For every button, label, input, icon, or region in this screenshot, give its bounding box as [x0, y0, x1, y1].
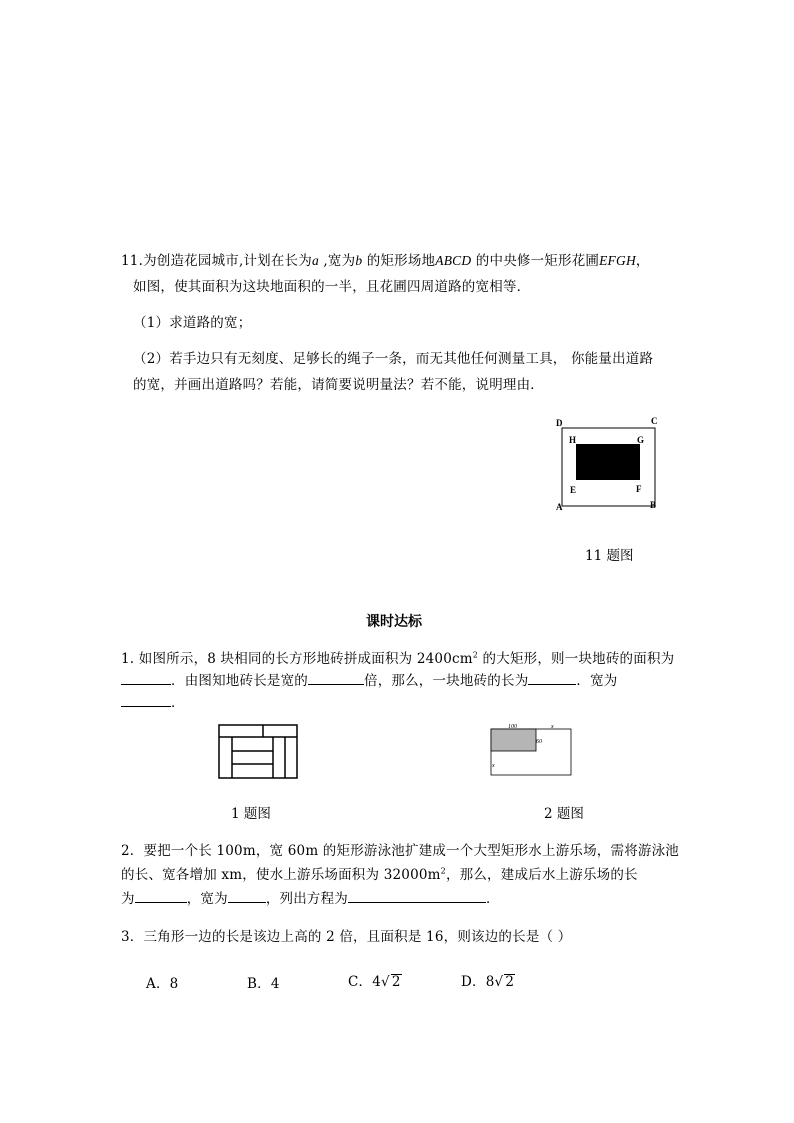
p1-line3	[121, 691, 185, 711]
radicand: 2	[505, 974, 515, 990]
option-c-text: C．4	[348, 974, 382, 990]
q11-text: 的矩形场地	[362, 253, 436, 269]
figure-2	[488, 720, 574, 778]
p1-text: 的大矩形，则一块地砖的面积为	[478, 651, 675, 667]
p1-blank-length[interactable]	[528, 670, 576, 685]
label-100: 100	[508, 724, 517, 730]
q11-line2: 如图，使其面积为这块地面积的一半，且花圃四周道路的宽相等．	[133, 279, 531, 295]
label-f: F	[636, 484, 642, 494]
p1-text: ．宽为	[576, 673, 618, 689]
p2-text: 的长、宽各增加 xm，使水上游乐场面积为 32000m	[121, 867, 441, 883]
q11-text: ,宽为	[318, 253, 356, 269]
option-c[interactable]	[348, 970, 402, 990]
p1-line2	[121, 669, 618, 689]
option-a[interactable]: A．8	[146, 976, 179, 992]
p1-blank-ratio[interactable]	[308, 670, 364, 685]
p2-text: ，列出方程为	[265, 891, 349, 907]
label-e: E	[570, 485, 577, 495]
label-d: D	[556, 418, 563, 428]
p2-blank-length[interactable]	[135, 888, 187, 903]
p1-text: ．由图知地砖长是宽的	[171, 673, 308, 689]
sqrt-sign: √ 2	[494, 974, 515, 990]
figure-2-caption: 2 题图	[544, 806, 584, 822]
p2-text: ，宽为	[186, 891, 228, 907]
p1-sup: 2	[472, 650, 479, 660]
label-x-top: x	[551, 724, 554, 730]
label-c: C	[651, 416, 658, 426]
p1-line1	[121, 647, 674, 667]
label-x-left: x	[492, 763, 495, 769]
option-d[interactable]	[461, 970, 515, 990]
q11-text: ，	[635, 253, 650, 269]
label-g: G	[637, 435, 645, 445]
option-d-text: D．8	[461, 974, 495, 990]
p1-text: 倍，那么，一块地砖的长为	[364, 673, 529, 689]
p2-line1: 2．要把一个长 100m，宽 60m 的矩形游泳池扩建成一个大型矩形水上游乐场，需将游泳池	[121, 843, 680, 859]
p2-line2	[121, 863, 638, 883]
p1-blank-area[interactable]	[121, 670, 171, 685]
var-b: b	[355, 253, 363, 268]
section-title: 课时达标	[366, 614, 422, 630]
p2-blank-equation[interactable]	[348, 888, 486, 903]
p1-text: 1. 如图所示，8 块相同的长方形地砖拼成面积为 2400cm	[121, 651, 473, 667]
p2-text: ，那么，建成后水上游乐场的长	[445, 867, 638, 883]
p2-line3	[121, 887, 500, 907]
rect-efgh-fill	[576, 444, 640, 480]
p3-question: 3．三角形一边的长是该边上高的 2 倍，且面积是 16，则该边的长是（ ）	[121, 929, 572, 945]
label-h: H	[569, 435, 577, 445]
figure-11-caption: 11 题图	[585, 548, 634, 564]
var-a: a	[311, 253, 319, 268]
rect-abcd: ABCD	[435, 253, 472, 268]
q11-part1: （1）求道路的宽；	[133, 315, 252, 331]
p2-text: ．	[486, 891, 500, 907]
p2-text: 为	[121, 891, 135, 907]
q11-text: 的中央修一矩形花圃	[471, 253, 600, 269]
p1-text: ．	[171, 695, 185, 711]
label-60: 60	[536, 739, 542, 745]
rect-efgh: EFGH	[599, 253, 636, 268]
p2-blank-width[interactable]	[228, 888, 266, 903]
figure-1	[218, 724, 300, 780]
option-b[interactable]: B．4	[247, 976, 280, 992]
p2-sup: 2	[440, 866, 446, 876]
q11-part2-line2: 的宽，并画出道路吗？若能，请简要说明量法？若不能，说明理由．	[133, 377, 544, 393]
sqrt-sign: √ 2	[381, 974, 401, 990]
figure-11	[548, 412, 668, 516]
label-a: A	[556, 502, 563, 512]
q11-line1	[121, 249, 650, 269]
pool-rect	[491, 729, 536, 751]
label-b: B	[650, 500, 657, 510]
q11-part2-line1: （2）若手边只有无刻度、足够长的绳子一条，而无其他任何测量工具， 你能量出道路	[133, 351, 654, 367]
radicand: 2	[391, 974, 401, 990]
q11-text: 11.为创造花园城市,计划在长为	[121, 253, 312, 269]
p1-blank-width[interactable]	[121, 692, 171, 707]
figure-1-caption: 1 题图	[231, 806, 271, 822]
